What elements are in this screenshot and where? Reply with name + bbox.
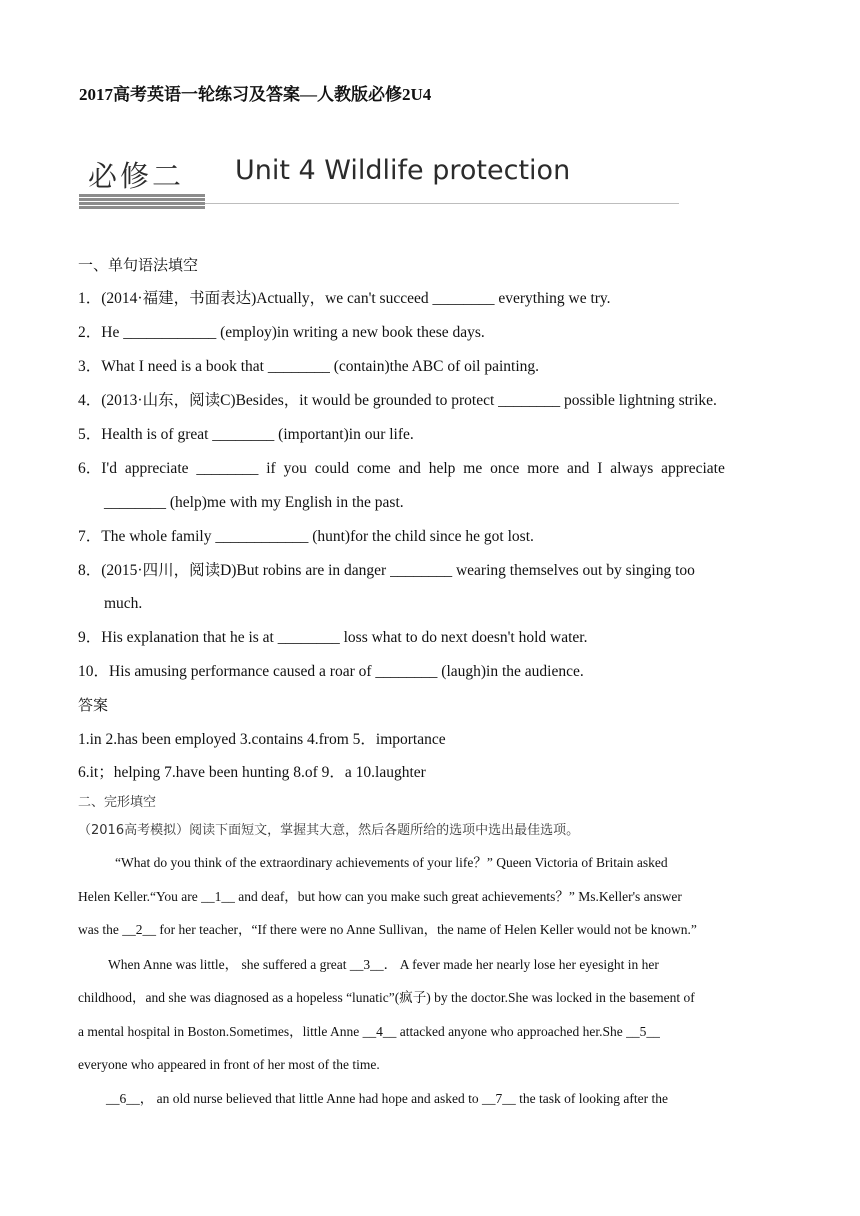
- question-3: 3．What I need is a book that ________ (contain)the ABC of oil painting.: [78, 358, 540, 375]
- question-7: 7．The whole family ____________ (hunt)for the child since he got lost.: [78, 528, 534, 545]
- question-8-continued: much.: [104, 595, 143, 612]
- banner-divider: [205, 203, 679, 204]
- section-title-grammar: 一、单句语法填空: [78, 256, 199, 274]
- document-title: 2017高考英语一轮练习及答案—人教版必修2U4: [79, 85, 432, 104]
- answer-heading: 答案: [78, 696, 109, 714]
- passage-line-2: Helen Keller.“You are __1__ and deaf，but how can you make such great achievements？” Ms.Keller's answer: [78, 889, 682, 904]
- passage-line-4: When Anne was little， she suffered a great __3__． A fever made her nearly lose her eyesight in her: [108, 957, 659, 972]
- question-5: 5．Health is of great ________ (important)in our life.: [78, 426, 414, 443]
- question-8: 8．(2015·四川，阅读D)But robins are in danger ________ wearing themselves out by singing too: [78, 562, 695, 579]
- question-10: 10．His amusing performance caused a roar of ________ (laugh)in the audience.: [78, 663, 584, 680]
- question-6: 6．I'd appreciate ________ if you could come and help me once more and I always appreciate: [78, 460, 725, 477]
- passage-line-1: “What do you think of the extraordinary achievements of your life？” Queen Victoria of Britain asked: [115, 855, 668, 870]
- passage-line-8: __6__， an old nurse believed that little Anne had hope and asked to __7__ the task of looking after the: [106, 1091, 668, 1106]
- passage-line-5: childhood，and she was diagnosed as a hopeless “lunatic”(疯子) by the doctor.She was locked in the basement of: [78, 990, 695, 1005]
- banner-module-label: 必修二: [88, 159, 185, 193]
- passage-line-3: was the __2__ for her teacher，“If there were no Anne Sullivan，the name of Helen Keller would not be known.”: [78, 922, 697, 937]
- question-1: 1．(2014·福建，书面表达)Actually，we can't succeed ________ everything we try.: [78, 290, 611, 307]
- unit-banner: [79, 150, 679, 212]
- passage-line-6: a mental hospital in Boston.Sometimes，little Anne __4__ attacked anyone who approached her.She __5__: [78, 1024, 660, 1039]
- question-9: 9．His explanation that he is at ________ loss what to do next doesn't hold water.: [78, 629, 588, 646]
- answer-line-2: 6.it；helping 7.have been hunting 8.of 9．a 10.laughter: [78, 764, 426, 781]
- answer-line-1: 1.in 2.has been employed 3.contains 4.from 5．importance: [78, 731, 446, 748]
- passage-line-7: everyone who appeared in front of her most of the time.: [78, 1057, 380, 1072]
- question-2: 2．He ____________ (employ)in writing a new book these days.: [78, 324, 485, 341]
- question-4: 4．(2013·山东，阅读C)Besides，it would be grounded to protect ________ possible lightning strike.: [78, 392, 717, 409]
- banner-stripe-decoration: [79, 194, 205, 210]
- section-title-cloze: 二、完形填空: [78, 795, 157, 810]
- question-6-continued: ________ (help)me with my English in the past.: [104, 494, 404, 511]
- cloze-instructions: （2016高考模拟）阅读下面短文，掌握其大意，然后各题所给的选项中选出最佳选项。: [78, 823, 580, 838]
- banner-unit-title: Unit 4 Wildlife protection: [235, 155, 571, 186]
